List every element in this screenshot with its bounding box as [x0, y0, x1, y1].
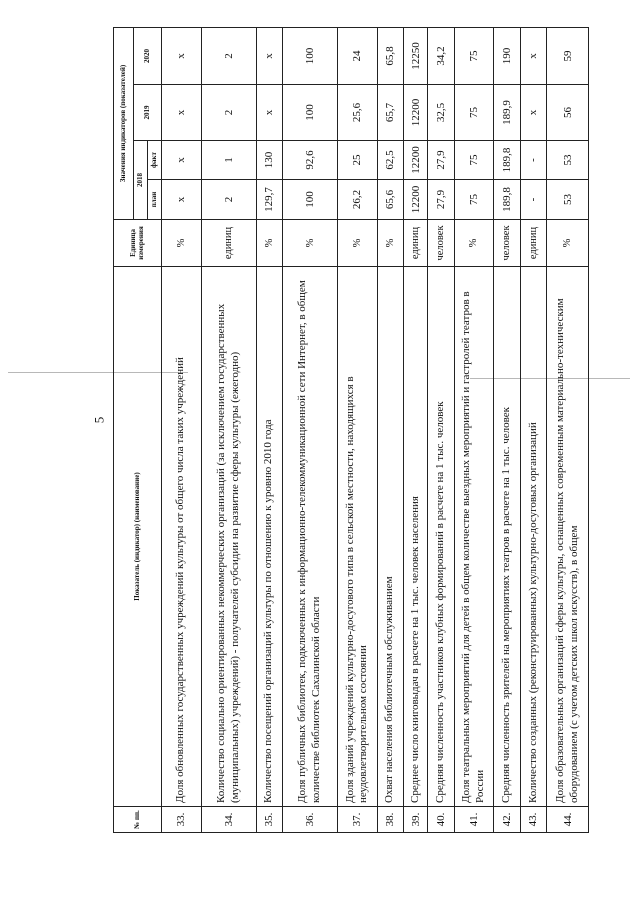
table-row [404, 27, 428, 832]
value-2019-cell: 65,7 [377, 85, 403, 141]
value-2020-cell: 65,8 [377, 27, 403, 84]
row-number: 37. [338, 807, 378, 833]
plan-2018-cell: 27,9 [428, 180, 454, 220]
table-row [454, 27, 494, 832]
indicator-name: Охват населения библиотечным обслуживанием [377, 267, 403, 807]
indicator-name: Доля зданий учреждений культурно-досугового типа в сельской местности, находящихся в неудовлетворительном состоянии [338, 267, 378, 807]
value-2020-cell: 75 [454, 27, 494, 84]
indicator-name: Доля образовательных организаций сферы культуры, оснащенных современным материально-техническим оборудованием (с учетом детских школ искусств), в общем [547, 267, 589, 807]
header-indicator: Показатель (индикатор) (наименование) [114, 267, 162, 807]
indicators-table [113, 27, 589, 833]
indicator-name: Количество социально ориентированных некоммерческих организаций (за исключением государственных (муниципальных) учреждений) - получателей субсидии на развитие сферы культуры (ежегодно) [201, 267, 256, 807]
value-2019-cell: x [256, 85, 282, 141]
header-row-1 [114, 27, 134, 832]
row-number: 40. [428, 807, 454, 833]
plan-2018-cell: 75 [454, 180, 494, 220]
value-2019-cell: 75 [454, 85, 494, 141]
fact-2018-cell: 53 [547, 141, 589, 180]
plan-2018-cell: x [162, 180, 202, 220]
table-row [256, 27, 282, 832]
fact-2018-cell: 1 [201, 141, 256, 180]
fact-2018-cell: 130 [256, 141, 282, 180]
table-row [428, 27, 454, 832]
table-row [547, 27, 589, 832]
table-row [494, 27, 520, 832]
header-year-2019: 2019 [134, 85, 162, 141]
plan-2018-cell: 2 [201, 180, 256, 220]
row-number: 35. [256, 807, 282, 833]
value-2020-cell: x [162, 27, 202, 84]
indicator-name: Среднее число книговыдач в расчете на 1 тыс. человек населения [404, 267, 428, 807]
fact-2018-cell: 75 [454, 141, 494, 180]
rotated-table-sheet [113, 28, 589, 833]
plan-2018-cell: 65,6 [377, 180, 403, 220]
unit-cell: % [454, 220, 494, 267]
page-number: 5 [91, 416, 107, 424]
value-2020-cell: x [256, 27, 282, 84]
indicator-name: Количество посещений организаций культуры по отношению к уровню 2010 года [256, 267, 282, 807]
value-2019-cell: 32,5 [428, 85, 454, 141]
unit-cell: человек [428, 220, 454, 267]
header-year-2018: 2018 [134, 141, 148, 220]
table-row [338, 27, 378, 832]
plan-2018-cell: - [520, 180, 546, 220]
unit-cell: % [256, 220, 282, 267]
row-number: 39. [404, 807, 428, 833]
value-2019-cell: 56 [547, 85, 589, 141]
row-number: 38. [377, 807, 403, 833]
value-2020-cell: 190 [494, 27, 520, 84]
value-2020-cell: x [520, 27, 546, 84]
unit-cell: единиц [201, 220, 256, 267]
value-2019-cell: 25,6 [338, 85, 378, 141]
unit-cell: % [283, 220, 338, 267]
plan-2018-cell: 53 [547, 180, 589, 220]
value-2019-cell: 2 [201, 85, 256, 141]
unit-cell: % [162, 220, 202, 267]
fact-2018-cell: - [520, 141, 546, 180]
header-values: Значения индикаторов (показателей) [114, 27, 134, 219]
table-row [162, 27, 202, 832]
row-number: 33. [162, 807, 202, 833]
rotated-table-frame [113, 28, 589, 833]
header-plan: план [148, 180, 162, 220]
row-number: 43. [520, 807, 546, 833]
value-2020-cell: 100 [283, 27, 338, 84]
plan-2018-cell: 129,7 [256, 180, 282, 220]
plan-2018-cell: 189,8 [494, 180, 520, 220]
value-2020-cell: 24 [338, 27, 378, 84]
fact-2018-cell: 62,5 [377, 141, 403, 180]
indicator-name: Количество созданных (реконструированных) культурно-досуговых организаций [520, 267, 546, 807]
unit-cell: % [547, 220, 589, 267]
row-number: 34. [201, 807, 256, 833]
indicator-name: Средняя численность зрителей на мероприятиях театров в расчете на 1 тыс. человек [494, 267, 520, 807]
row-number: 44. [547, 807, 589, 833]
plan-2018-cell: 100 [283, 180, 338, 220]
value-2020-cell: 34,2 [428, 27, 454, 84]
unit-cell: % [338, 220, 378, 267]
table-row [520, 27, 546, 832]
fact-2018-cell: 27,9 [428, 141, 454, 180]
value-2019-cell: 189,9 [494, 85, 520, 141]
value-2019-cell: x [162, 85, 202, 141]
value-2020-cell: 12250 [404, 27, 428, 84]
value-2019-cell: x [520, 85, 546, 141]
header-unit: Единица измерения [114, 220, 162, 267]
table-row [283, 27, 338, 832]
indicator-name: Доля публичных библиотек, подключенных к информационно-телекоммуникационной сети Интернет, в общем количестве библиотек Сахалинской области [283, 267, 338, 807]
indicator-name: Средняя численность участников клубных формирований в расчете на 1 тыс. человек [428, 267, 454, 807]
fact-2018-cell: 189,8 [494, 141, 520, 180]
value-2019-cell: 12200 [404, 85, 428, 141]
plan-2018-cell: 12200 [404, 180, 428, 220]
row-number: 41. [454, 807, 494, 833]
value-2020-cell: 59 [547, 27, 589, 84]
header-fact: факт [148, 141, 162, 180]
header-num: № пп. [114, 807, 162, 833]
value-2020-cell: 2 [201, 27, 256, 84]
value-2019-cell: 100 [283, 85, 338, 141]
fact-2018-cell: 12200 [404, 141, 428, 180]
unit-cell: % [377, 220, 403, 267]
table-row [201, 27, 256, 832]
unit-cell: человек [494, 220, 520, 267]
indicator-name: Доля обновленных государственных учреждений культуры от общего числа таких учреждений [162, 267, 202, 807]
fact-2018-cell: 25 [338, 141, 378, 180]
fact-2018-cell: x [162, 141, 202, 180]
indicator-name: Доля театральных мероприятий для детей в общем количестве выездных мероприятий и гастролей театров в России [454, 267, 494, 807]
fact-2018-cell: 92,6 [283, 141, 338, 180]
row-number: 42. [494, 807, 520, 833]
unit-cell: единиц [404, 220, 428, 267]
table-row [377, 27, 403, 832]
header-year-2020: 2020 [134, 27, 162, 84]
row-number: 36. [283, 807, 338, 833]
plan-2018-cell: 26,2 [338, 180, 378, 220]
unit-cell: единиц [520, 220, 546, 267]
